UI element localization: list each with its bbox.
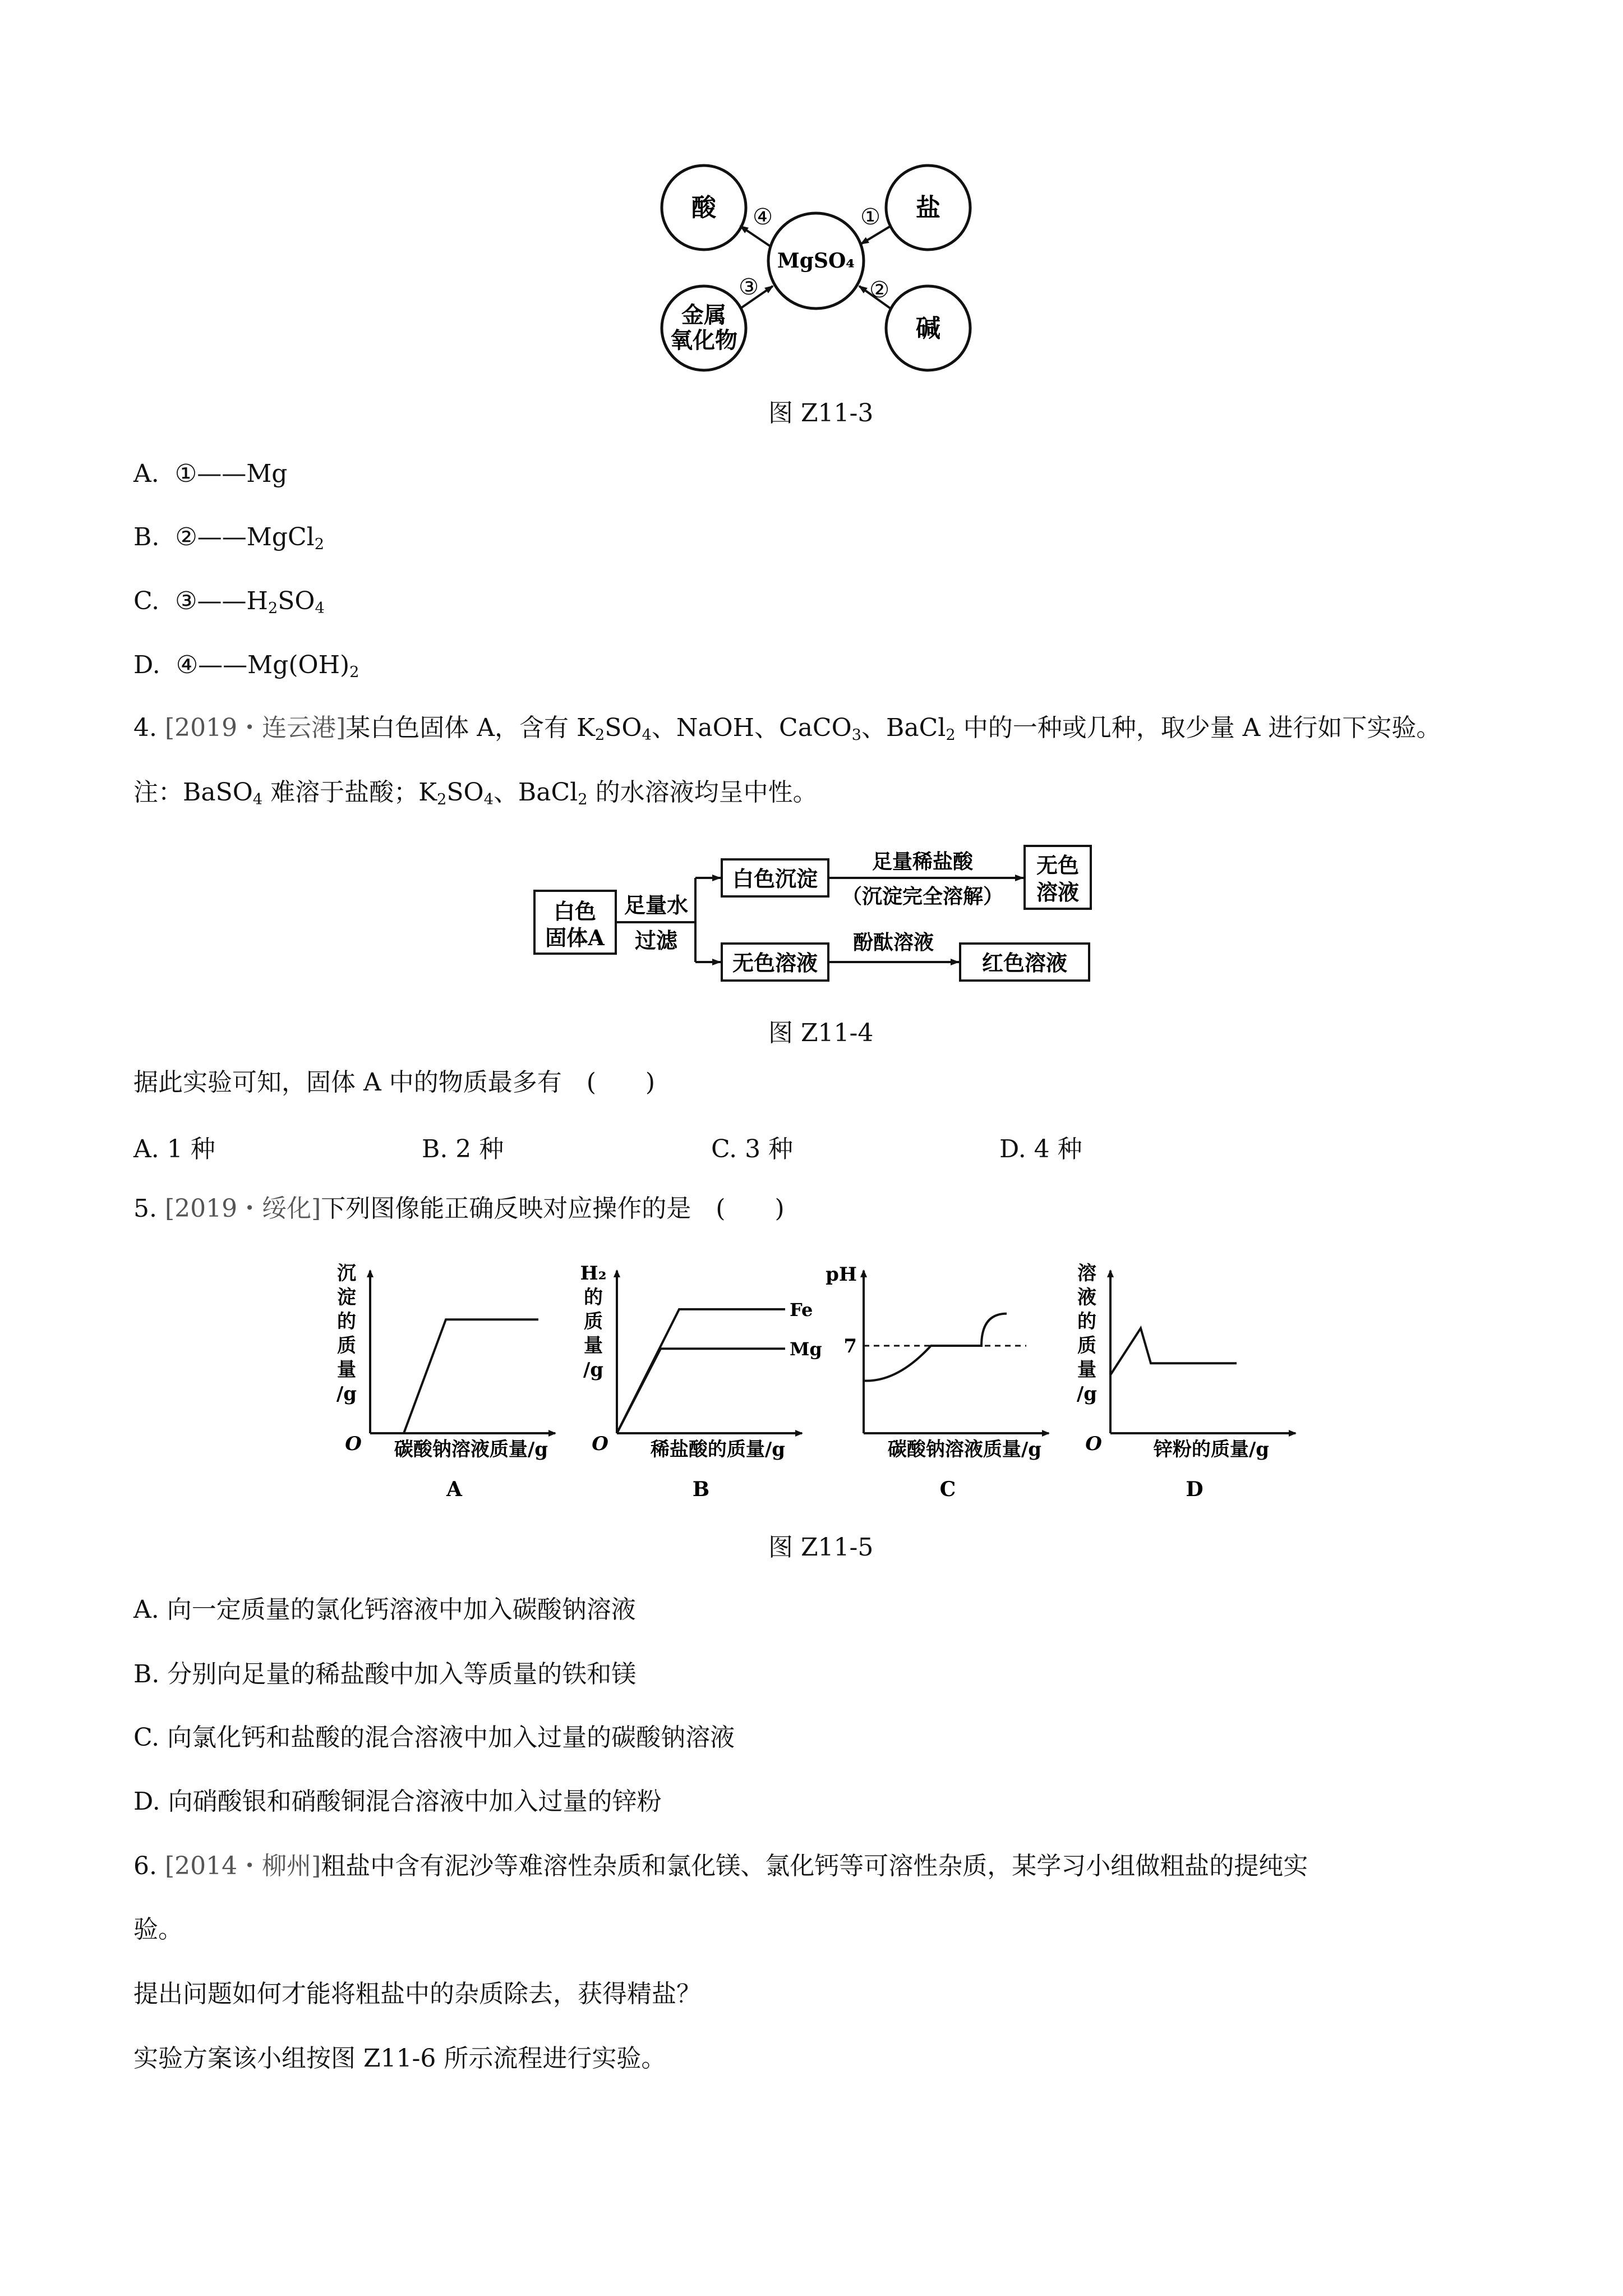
chart-a-ylabel-4: 量: [337, 1359, 356, 1381]
flow-step1-top: 足量水: [624, 892, 689, 918]
caption-z11-4: 图 Z11-4: [768, 1019, 874, 1047]
q5-source: [2019・绥化]: [164, 1194, 321, 1223]
flow-white-ppt: 白色沉淀: [732, 866, 818, 891]
q3-option-c: C. $③——H_2SO_4$: [133, 587, 325, 617]
label-center: MgSO₄: [777, 249, 855, 273]
chart-d-ylabel-1: 液: [1077, 1286, 1096, 1309]
figure-z11-3: [656, 160, 993, 384]
q5-option-b: B. 分别向足量的稀盐酸中加入等质量的铁和镁: [133, 1660, 637, 1688]
label-acid: 酸: [691, 194, 716, 222]
q4-note: 注：BaSO$_4$ 难溶于盐酸；$K_2SO_4$、BaCl$_2$ 的水溶液均呈中性。: [133, 778, 818, 808]
q4-option-b: B. 2 种: [422, 1135, 504, 1163]
chart-b-panel-label: B: [692, 1478, 710, 1501]
chart-b-ylabel-4: /g: [583, 1359, 604, 1381]
chart-a-panel-label: A: [446, 1478, 462, 1501]
flow-red-sol: 红色溶液: [981, 950, 1068, 976]
arrow-label-4: ④: [753, 204, 773, 230]
q5-stem: 5. [2019・绥化]下列图像能正确反映对应操作的是 ( ): [133, 1194, 785, 1223]
flow-phenol: 酚酞溶液: [852, 931, 934, 954]
chart-a-ylabel-0: 沉: [337, 1262, 356, 1285]
q3-option-b: B. ②——MgCl$_2$: [133, 523, 325, 553]
q5-option-a: A. 向一定质量的氯化钙溶液中加入碳酸钠溶液: [133, 1595, 636, 1624]
flow-colorless-sol: 无色溶液: [732, 950, 818, 976]
q6-source: [2014・柳州]: [164, 1852, 321, 1880]
q5-option-d: D. 向硝酸银和硝酸铜混合溶液中加入过量的锌粉: [133, 1787, 662, 1816]
chart-d-ylabel-4: 量: [1077, 1359, 1096, 1381]
chart-b-ylabel-1: 的: [584, 1286, 603, 1309]
q4-option-c: C. 3 种: [711, 1135, 794, 1163]
label-base: 碱: [916, 314, 940, 343]
arrow-label-2: ②: [869, 277, 889, 303]
chart-a-xlabel: 碳酸钠溶液质量/g: [394, 1438, 548, 1461]
chart-c-ylabel: pH: [826, 1263, 857, 1286]
chart-b-xlabel: 稀盐酸的质量/g: [650, 1438, 786, 1461]
chart-b-series-label-0: Fe: [790, 1299, 813, 1320]
q6-stem: 6. [2014・柳州]粗盐中含有泥沙等难溶性杂质和氯化镁、氯化钙等可溶性杂质，某学习小组做粗盐的提纯实: [133, 1852, 1308, 1880]
q6-plan: 实验方案该小组按图 Z11-6 所示流程进行实验。: [133, 2044, 666, 2073]
q6-problem: 提出问题如何才能将粗盐中的杂质除去，获得精盐？: [133, 1980, 701, 2008]
flow-colorless-1: 无色: [1036, 853, 1080, 878]
arrow-label-1: ①: [860, 204, 880, 230]
q4-stem: 4. [2019・连云港]某白色固体 A，含有 $K_2SO_4$、NaOH、CaCO$_3$、BaCl$_2$ 中的一种或几种，取少量 A 进行如下实验。: [133, 714, 1441, 744]
flow-start-1: 白色: [553, 899, 597, 924]
chart-d-ylabel-2: 的: [1077, 1310, 1096, 1333]
flow-hcl-bottom: （沉淀完全溶解）: [841, 885, 1004, 908]
chart-a-ylabel-1: 淀: [337, 1286, 356, 1309]
label-metal-oxide-2: 氧化物: [670, 327, 737, 353]
chart-d-series-0: [1110, 1328, 1237, 1375]
chart-a-series-0: [370, 1319, 538, 1433]
label-metal-oxide-1: 金属: [681, 302, 726, 328]
chart-c-panel-label: C: [939, 1478, 956, 1501]
figure-z11-5: [325, 1254, 1312, 1517]
caption-z11-3: 图 Z11-3: [768, 399, 874, 427]
chart-b-series-1: [617, 1349, 785, 1433]
label-salt: 盐: [916, 194, 940, 222]
chart-d-ylabel-0: 溶: [1077, 1262, 1096, 1285]
q5-option-c: C. 向氯化钙和盐酸的混合溶液中加入过量的碳酸钠溶液: [133, 1723, 735, 1752]
q4-source: [2019・连云港]: [164, 714, 346, 742]
chart-d-origin: O: [1085, 1433, 1102, 1455]
flow-step1-bottom: 过滤: [634, 928, 678, 953]
chart-b-ylabel-2: 质: [584, 1310, 603, 1333]
arrow-label-3: ③: [739, 274, 759, 300]
chart-a-ylabel-3: 质: [337, 1335, 356, 1357]
chart-a-ylabel-2: 的: [337, 1310, 356, 1333]
chart-d-xlabel: 锌粉的质量/g: [1153, 1438, 1270, 1461]
chart-d-panel-label: D: [1186, 1478, 1204, 1501]
caption-z11-5: 图 Z11-5: [768, 1533, 874, 1562]
chart-c-xlabel: 碳酸钠溶液质量/g: [887, 1438, 1042, 1461]
chart-d-ylabel-3: 质: [1077, 1335, 1096, 1357]
flow-start-2: 固体A: [545, 925, 605, 950]
figure-z11-4: [530, 841, 1113, 996]
chart-c-ref-label: 7: [843, 1335, 857, 1358]
q3-option-a: A. ①——Mg: [133, 459, 288, 488]
chart-a-origin: O: [345, 1433, 362, 1455]
chart-b-series-0: [617, 1309, 785, 1433]
chart-b-ylabel-0: H₂: [580, 1262, 607, 1285]
chart-b-series-label-1: Mg: [790, 1338, 822, 1360]
flow-hcl-top: 足量稀盐酸: [872, 850, 974, 873]
chart-b-origin: O: [592, 1433, 608, 1455]
q4-option-d: D. 4 种: [999, 1135, 1082, 1163]
chart-c-series-0: [864, 1314, 1007, 1381]
q6-stem-cont: 验。: [133, 1915, 183, 1944]
q3-option-d: D. $④——Mg(OH)_2$: [133, 651, 359, 681]
q4-question: 据此实验可知，固体 A 中的物质最多有 ( ): [133, 1068, 656, 1097]
flow-colorless-2: 溶液: [1036, 880, 1080, 905]
q4-option-a: A. 1 种: [133, 1135, 215, 1163]
chart-b-ylabel-3: 量: [584, 1335, 603, 1357]
chart-a-ylabel-5: /g: [336, 1383, 357, 1405]
chart-d-ylabel-5: /g: [1076, 1383, 1098, 1405]
